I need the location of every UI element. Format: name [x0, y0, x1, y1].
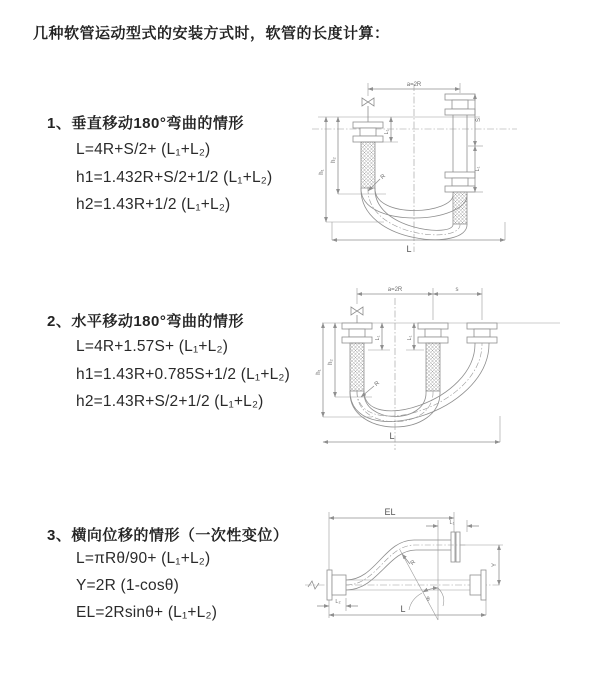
section3-heading: 3、横向位移的情形（一次性变位） [47, 527, 289, 544]
section3-formula-Y: Y=2R (1-cosθ) [76, 577, 179, 594]
dim-label-L: L [400, 604, 406, 614]
section1-formula-L: L=4R+S/2+ (L₁+L₂) [76, 141, 211, 158]
dim-label-l1-right: L₁ [475, 166, 481, 172]
braided-hose-section-middle [426, 343, 440, 391]
dim-label-theta: θ [426, 597, 430, 603]
section1-formula-h1: h1=1.432R+S/2+1/2 (L₁+L₂) [76, 169, 273, 186]
dim-label-s: S [476, 117, 482, 123]
section1-formula-h2: h2=1.43R+1/2 (L₁+L₂) [76, 196, 231, 213]
lateral-displacement-diagram [300, 498, 515, 635]
section2-formula-h1: h1=1.43R+0.785S+1/2 (L₁+L₂) [76, 366, 290, 383]
right-flange-upper [445, 94, 475, 115]
dim-label-r: R [379, 173, 387, 181]
left-flange [353, 122, 383, 142]
vertical-180-bend-diagram [312, 72, 576, 262]
dim-label-L: L [406, 244, 412, 254]
section1-heading: 1、垂直移动180°弯曲的情形 [47, 115, 244, 132]
dim-label-h1: h₁ [316, 369, 322, 375]
left-flange [342, 323, 372, 343]
dim-label-h1: h₁ [319, 169, 325, 175]
break-mark [308, 581, 319, 589]
dim-label-a2r: a=2R [387, 287, 403, 293]
dim-label-l2: L₂ [335, 599, 341, 605]
left-flange [327, 570, 346, 600]
hose-s-curve [346, 540, 466, 590]
dim-label-y: Y [492, 562, 498, 568]
right-flange-lower [445, 172, 475, 192]
upper-flange [451, 532, 460, 562]
valve-icon [362, 98, 374, 122]
dim-label-a2r: a=2R [406, 82, 422, 88]
dim-label-l1-mid: L₁ [407, 335, 413, 341]
section3-formula-L: L=πRθ/90+ (L₁+L₂) [76, 550, 211, 567]
section3-formula-EL: EL=2Rsinθ+ (L₁+L₂) [76, 604, 218, 621]
horizontal-180-bend-diagram [310, 284, 572, 458]
section2-formula-L: L=4R+1.57S+ (L₁+L₂) [76, 338, 229, 355]
dim-label-L: L [389, 431, 395, 441]
section2-formula-h2: h2=1.43R+S/2+1/2 (L₁+L₂) [76, 393, 264, 410]
dim-label-h2: h₂ [328, 359, 334, 365]
right-flange [467, 323, 497, 343]
dim-label-l1: L₁ [449, 520, 455, 526]
dim-label-s: s [455, 287, 459, 293]
dim-label-l1-left: L₁ [375, 335, 381, 341]
braided-hose-section-left [350, 343, 364, 391]
dim-label-el: EL [384, 507, 396, 517]
dim-label-l1-left: L₁ [384, 129, 390, 135]
dim-label-h2: h₂ [331, 157, 337, 163]
valve-icon [351, 307, 363, 323]
dim-label-r: R [409, 559, 417, 567]
page-title: 几种软管运动型式的安装方式时，软管的长度计算： [33, 25, 390, 42]
dim-label-r: R [373, 380, 381, 388]
braided-hose-section-right [453, 192, 467, 224]
braided-hose-section-left [361, 142, 375, 188]
middle-flange [418, 323, 448, 343]
section2-heading: 2、水平移动180°弯曲的情形 [47, 313, 244, 330]
hose-u-bend [350, 343, 489, 427]
